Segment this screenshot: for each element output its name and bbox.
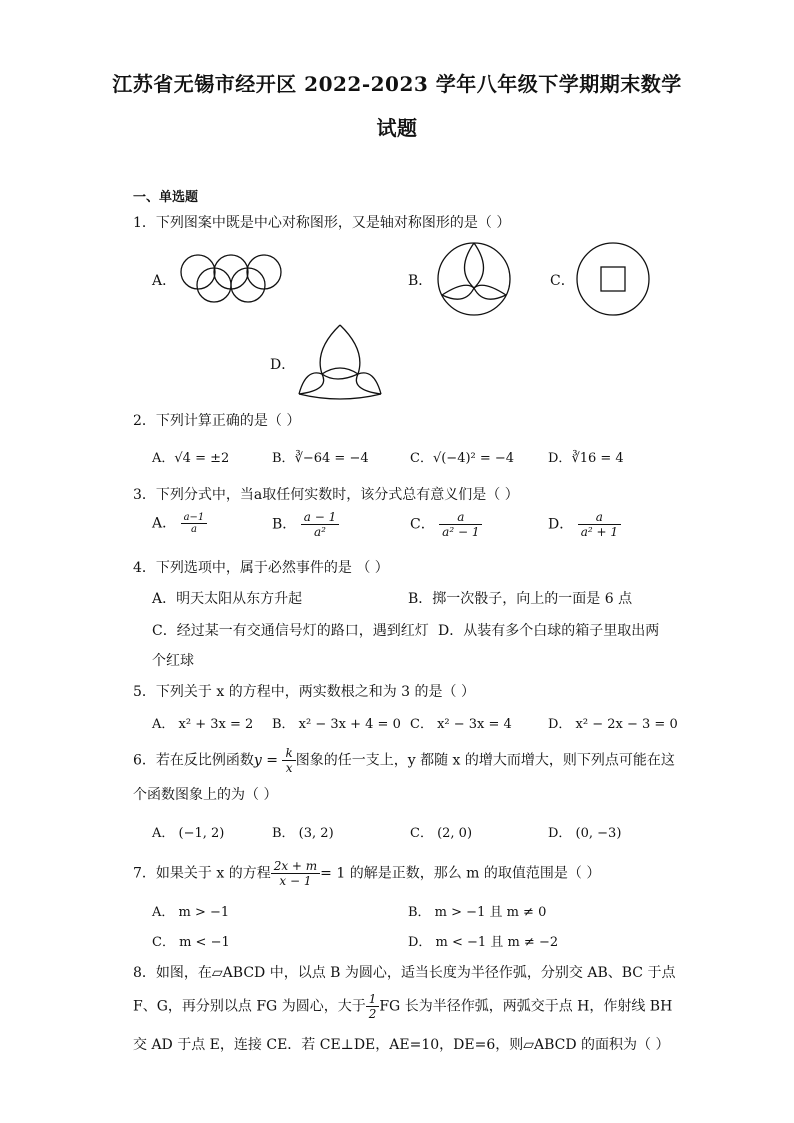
q6-k: k [282, 746, 295, 761]
q2-option-c-label: C． [410, 451, 433, 466]
q6-option-b[interactable]: B． (3, 2) [272, 826, 334, 841]
q8-line2 [133, 992, 672, 1021]
q8-line2-post: FG 长为半径作弧，两弧交于点 H，作射线 BH [379, 998, 673, 1015]
q5-option-a[interactable]: A． x² + 3x = 2 [152, 717, 254, 732]
q1-option-b-label: B． [408, 273, 433, 289]
q7-denominator: x − 1 [279, 874, 312, 888]
q2-option-b[interactable] [272, 447, 369, 466]
section-heading: 一、单选题 [133, 190, 199, 205]
q7-option-c[interactable]: C． m < −1 [152, 935, 230, 950]
q8-half-fraction [366, 992, 380, 1021]
q3-a-numerator: a−1 [181, 512, 208, 524]
q1-option-a-label: A． [152, 273, 177, 289]
q4-stem: 4．下列选项中，属于必然事件的是 （ ） [133, 560, 389, 576]
q3-option-d-label: D． [548, 516, 574, 533]
q5-option-d[interactable]: D． x² − 2x − 3 = 0 [548, 717, 678, 732]
q8-line3: 交 AD 于点 E，连接 CE．若 CE⊥DE，AE=10，DE=6，则▱ABCD 的面积为（ ） [133, 1037, 670, 1053]
q6-function-lhs: y = [253, 752, 283, 769]
exam-title-line2: 试题 [376, 116, 418, 140]
q8-half-denominator: 2 [368, 1007, 377, 1021]
q3-option-b-label: B． [272, 516, 297, 533]
q2-option-a[interactable] [152, 447, 229, 466]
q3-option-b[interactable] [272, 510, 339, 539]
q6-stem [133, 746, 675, 775]
q3-a-denominator: a [190, 524, 197, 535]
q3-c-numerator: a [439, 510, 482, 525]
q4-option-d[interactable]: D．从装有多个白球的箱子里取出两 [438, 623, 660, 639]
q1-option-d-label: D． [270, 357, 296, 373]
q3-d-denominator: a² + 1 [580, 525, 618, 539]
q4-option-a[interactable]: A．明天太阳从东方升起 [152, 591, 303, 607]
q2-option-b-label: B． [272, 451, 295, 466]
q8-half-numerator: 1 [366, 992, 380, 1007]
q6-function-fraction [282, 746, 295, 775]
q2-option-d-expr: ∛16 = 4 [571, 451, 624, 466]
q7-option-a[interactable]: A． m > −1 [152, 905, 230, 920]
q1-figure-c-coin [574, 240, 652, 318]
q3-b-numerator: a − 1 [301, 510, 339, 525]
q3-option-c-fraction [439, 510, 482, 539]
q2-option-c-expr: √(−4)² = −4 [432, 451, 515, 466]
q3-option-a[interactable] [152, 512, 207, 535]
q6-stem-line2: 个函数图象上的为（ ） [133, 787, 278, 803]
q5-option-c[interactable]: C． x² − 3x = 4 [410, 717, 512, 732]
q6-option-a[interactable]: A． (−1, 2) [152, 826, 225, 841]
q2-option-a-label: A． [152, 451, 175, 466]
q4-option-b[interactable]: B．掷一次骰子，向上的一面是 6 点 [408, 591, 633, 607]
q7-option-d[interactable]: D． m < −1 且 m ≠ −2 [408, 935, 559, 950]
q4-option-d-continuation: 个红球 [152, 653, 194, 669]
q8-line2-pre: F、G，再分别以点 FG 为圆心，大于 [133, 998, 366, 1015]
q3-b-denominator: a² [314, 525, 326, 539]
q3-option-c-label: C． [410, 516, 435, 533]
q1-figure-b-circle-arcs [435, 240, 513, 318]
q2-stem: 2．下列计算正确的是（ ） [133, 413, 301, 429]
q3-option-d[interactable] [548, 510, 621, 539]
q7-numerator: 2x + m [271, 859, 320, 874]
q3-option-d-fraction [578, 510, 621, 539]
q5-option-b[interactable]: B． x² − 3x + 4 = 0 [272, 717, 401, 732]
q4-option-c[interactable]: C．经过某一有交通信号灯的路口，遇到红灯 [152, 623, 429, 639]
q2-option-d-label: D． [548, 451, 572, 466]
q7-stem-post: = 1 的解是正数，那么 m 的取值范围是（ ） [320, 865, 601, 882]
q8-line1: 8．如图，在▱ABCD 中，以点 B 为圆心，适当长度为半径作弧，分别交 AB、BC 于点 [133, 965, 676, 981]
q7-equation-fraction [271, 859, 320, 888]
q3-option-a-label: A． [152, 515, 177, 532]
q1-stem: 1．下列图案中既是中心对称图形，又是轴对称图形的是（ ） [133, 215, 511, 231]
q2-option-d[interactable] [548, 447, 624, 466]
q6-option-d[interactable]: D． (0, −3) [548, 826, 622, 841]
q6-option-c[interactable]: C． (2, 0) [410, 826, 473, 841]
q1-figure-d-triquetra [296, 322, 384, 400]
q3-option-b-fraction [301, 510, 339, 539]
q7-stem [133, 859, 600, 888]
q5-stem: 5．下列关于 x 的方程中，两实数根之和为 3 的是（ ） [133, 684, 475, 700]
q6-stem-pre: 6．若在反比例函数 [133, 752, 254, 769]
q3-option-c[interactable] [410, 510, 482, 539]
exam-title-line1: 江苏省无锡市经开区 2022-2023 学年八年级下学期期末数学 [112, 72, 682, 96]
q6-x: x [285, 761, 293, 775]
q3-d-numerator: a [578, 510, 621, 525]
q7-stem-pre: 7．如果关于 x 的方程 [133, 865, 271, 882]
q3-stem: 3．下列分式中，当a取任何实数时，该分式总有意义们是（ ） [133, 487, 519, 503]
q6-stem-post: 图象的任一支上，y 都随 x 的增大而增大，则下列点可能在这 [295, 752, 675, 769]
q1-option-c-label: C． [550, 273, 575, 289]
q7-option-b[interactable]: B． m > −1 且 m ≠ 0 [408, 905, 547, 920]
q1-figure-a-five-rings [176, 250, 291, 306]
q2-option-c[interactable] [410, 447, 514, 466]
q2-option-a-expr: √4 = ±2 [174, 451, 230, 466]
q3-c-denominator: a² − 1 [442, 525, 480, 539]
q3-option-a-fraction [181, 512, 208, 535]
q2-option-b-expr: ∛−64 = −4 [294, 451, 369, 466]
